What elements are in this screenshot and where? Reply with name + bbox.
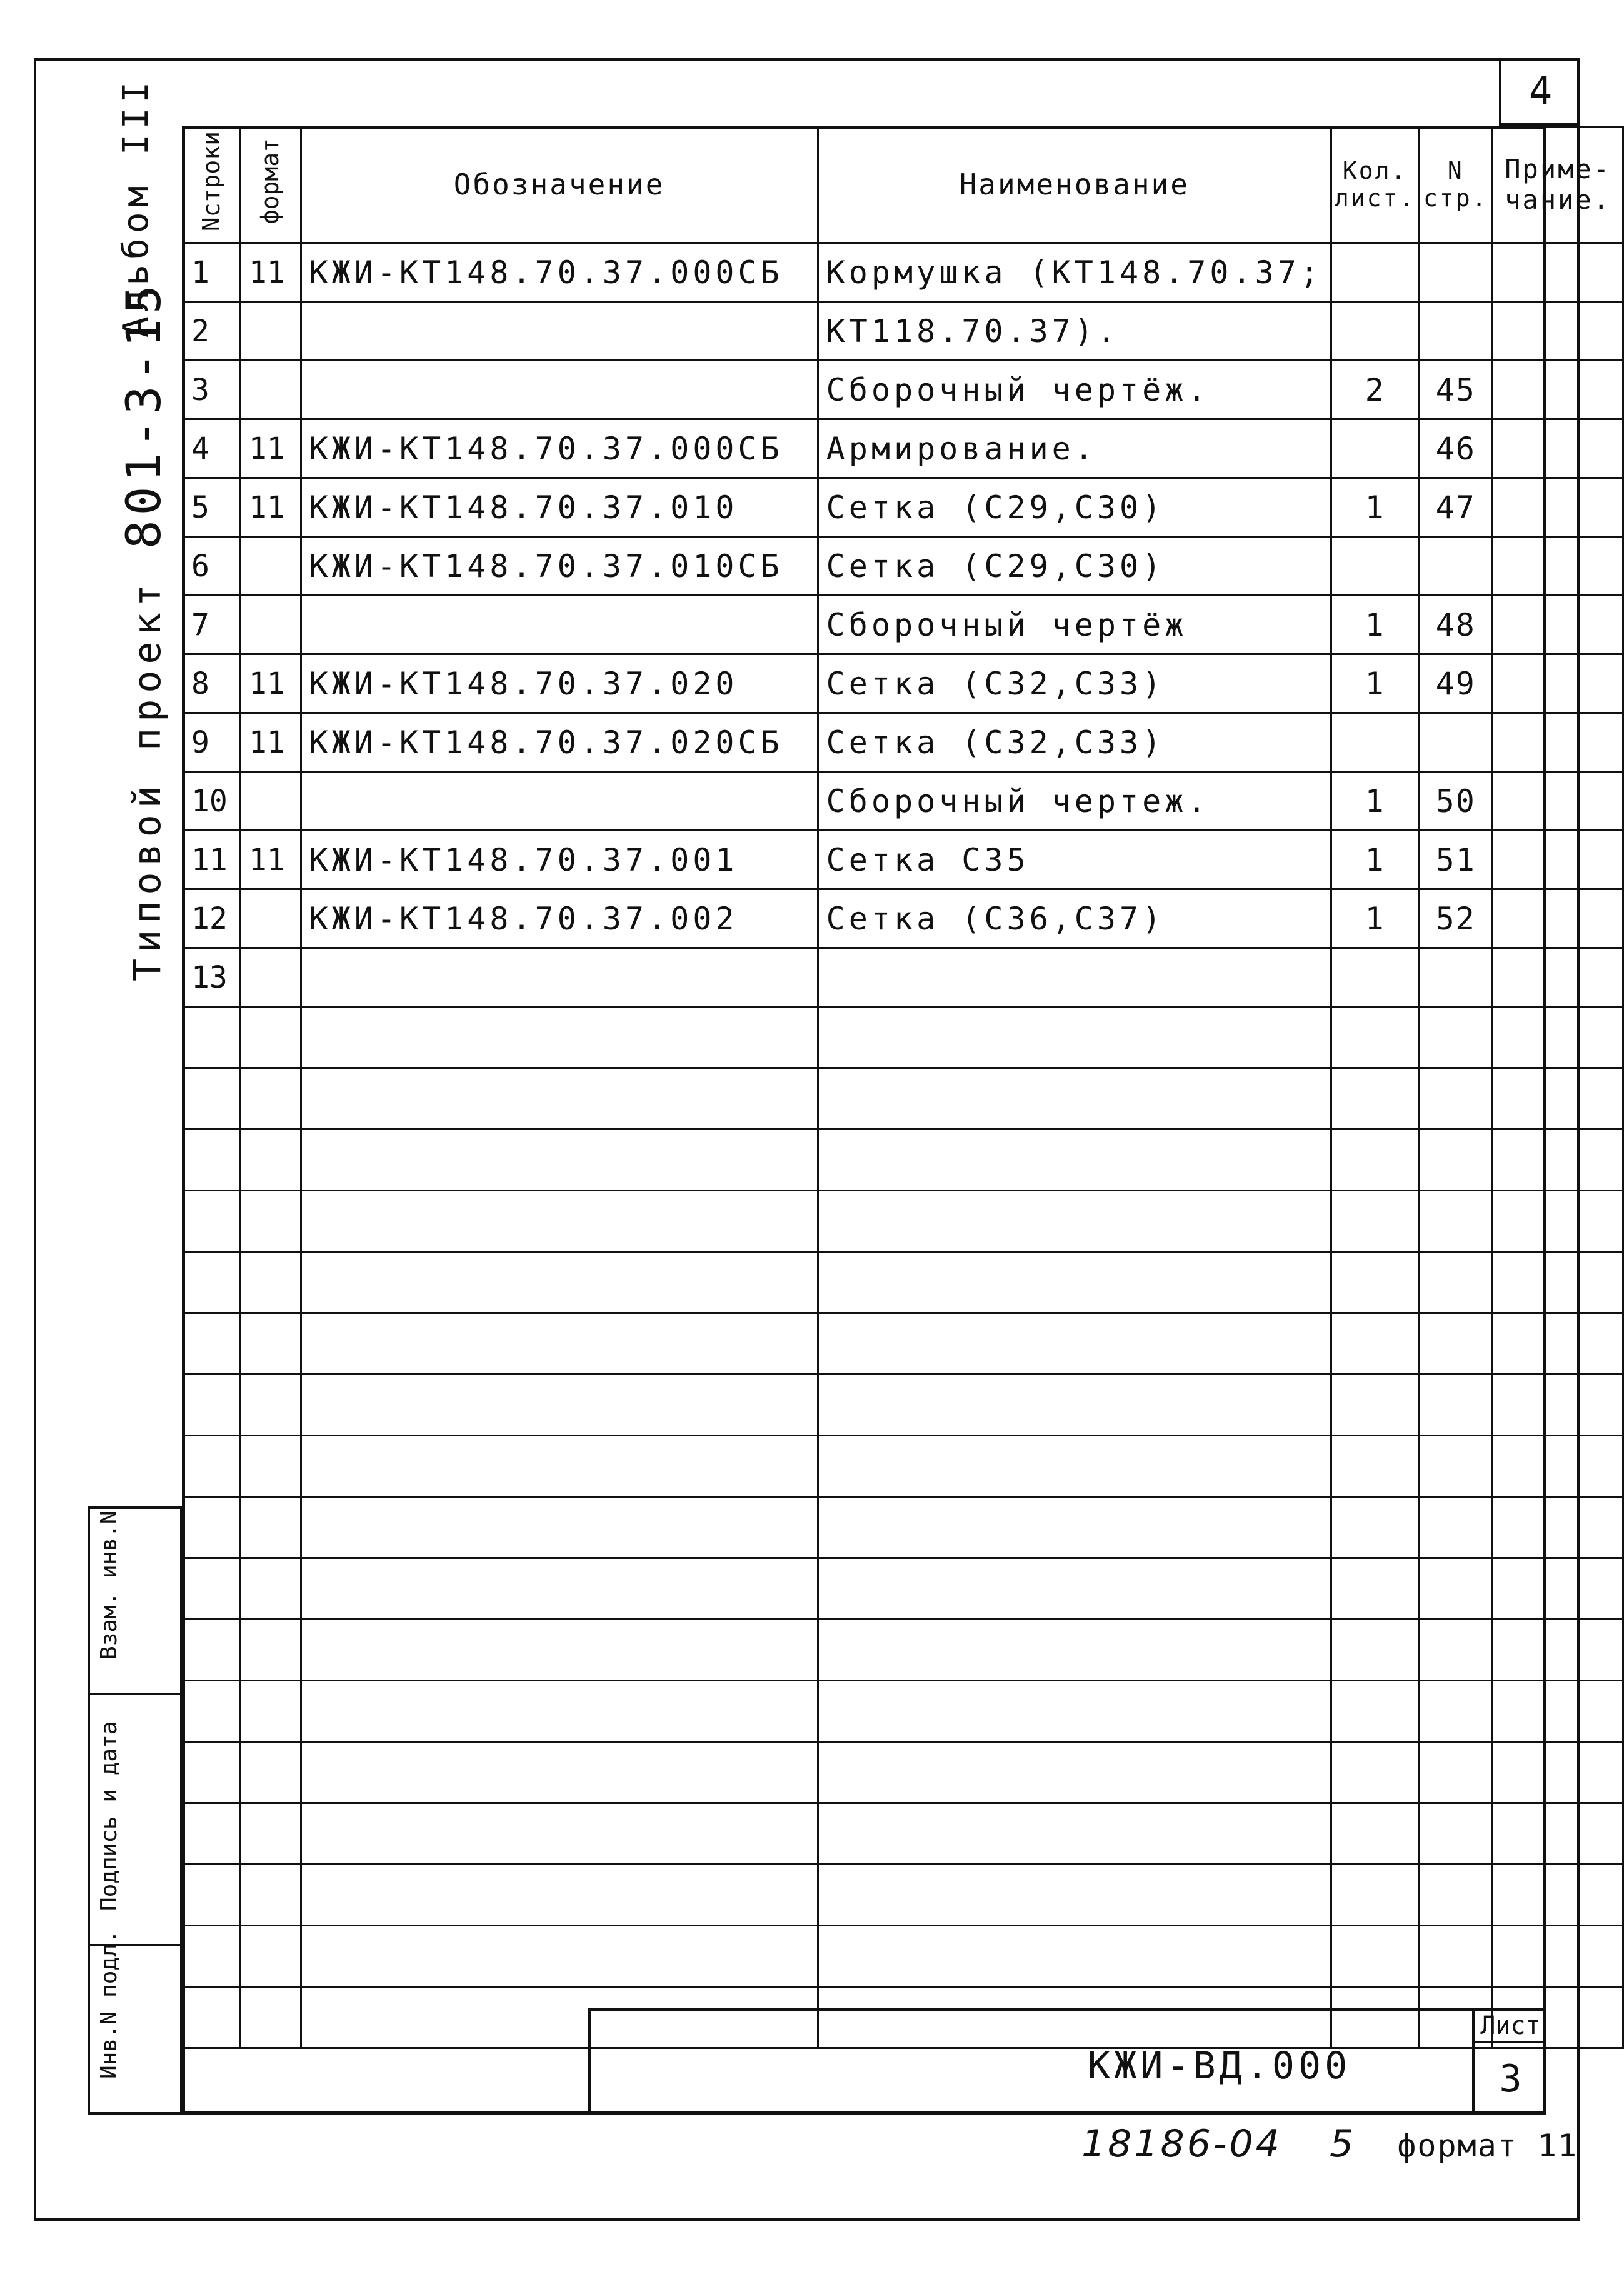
col-name: Наименование — [818, 127, 1331, 243]
row-sheets — [1331, 1742, 1418, 1803]
row-format — [240, 1620, 301, 1681]
table-row — [183, 1681, 1623, 1742]
row-number: 4 — [183, 419, 241, 478]
row-sheets: 1 — [1331, 596, 1418, 654]
row-name — [818, 948, 1331, 1007]
row-note — [1493, 419, 1623, 478]
row-note — [1493, 1742, 1623, 1803]
sheet-number: 3 — [1499, 2057, 1522, 2101]
row-format — [240, 1987, 301, 2048]
row-note — [1493, 654, 1623, 713]
row-name — [818, 1252, 1331, 1313]
row-format — [240, 1068, 301, 1129]
row-number: 13 — [183, 948, 241, 1007]
stamp-block — [88, 1506, 183, 2115]
row-page — [1419, 1926, 1493, 1987]
row-page — [1419, 1129, 1493, 1191]
row-page — [1419, 537, 1493, 596]
row-note — [1493, 1620, 1623, 1681]
row-number: 5 — [183, 478, 241, 537]
row-format — [240, 1865, 301, 1926]
row-number — [183, 1803, 241, 1865]
row-designation — [301, 1007, 818, 1068]
row-note — [1493, 478, 1623, 537]
row-designation — [301, 1558, 818, 1620]
table-row — [183, 1497, 1623, 1558]
row-page — [1419, 1252, 1493, 1313]
row-designation — [301, 1068, 818, 1129]
row-sheets: 1 — [1331, 654, 1418, 713]
row-sheets — [1331, 1436, 1418, 1497]
row-format — [240, 1313, 301, 1375]
row-page — [1419, 1436, 1493, 1497]
row-page — [1419, 302, 1493, 361]
row-name — [818, 1191, 1331, 1252]
row-page — [1419, 948, 1493, 1007]
row-number — [183, 1987, 241, 2048]
project-label — [116, 280, 171, 981]
row-sheets — [1331, 1558, 1418, 1620]
row-sheets: 1 — [1331, 889, 1418, 948]
row-name: Сетка (С32,С33) — [818, 713, 1331, 772]
row-note — [1493, 361, 1623, 419]
row-number: 2 — [183, 302, 241, 361]
row-number — [183, 1191, 241, 1252]
archive-number: 18186-04 — [1081, 2122, 1282, 2166]
row-name: Кормушка (КТ148.70.37; — [818, 243, 1331, 302]
row-page — [1419, 1497, 1493, 1558]
row-sheets — [1331, 1620, 1418, 1681]
table-row — [183, 1926, 1623, 1987]
row-format: 11 — [240, 831, 301, 889]
row-format: 11 — [240, 419, 301, 478]
row-format: 11 — [240, 243, 301, 302]
table-row — [183, 1620, 1623, 1681]
row-designation — [301, 1681, 818, 1742]
row-number: 3 — [183, 361, 241, 419]
row-designation — [301, 1436, 818, 1497]
row-format — [240, 1803, 301, 1865]
col-row-no: Nстроки — [183, 127, 241, 243]
row-name — [818, 1865, 1331, 1926]
table-row — [183, 948, 1623, 1007]
row-designation — [301, 1313, 818, 1375]
row-designation — [301, 1742, 818, 1803]
row-number — [183, 1497, 241, 1558]
row-number — [183, 1620, 241, 1681]
row-format — [240, 1497, 301, 1558]
row-note — [1493, 1681, 1623, 1742]
row-page — [1419, 1558, 1493, 1620]
page-number: 4 — [1499, 58, 1580, 126]
row-format — [240, 1558, 301, 1620]
row-name — [818, 1007, 1331, 1068]
row-format — [240, 1436, 301, 1497]
row-note — [1493, 1803, 1623, 1865]
stamp-signature-date: Подпись и дата — [90, 1695, 180, 1946]
row-designation — [301, 948, 818, 1007]
row-note — [1493, 1375, 1623, 1436]
row-sheets — [1331, 537, 1418, 596]
row-note — [1493, 1129, 1623, 1191]
table-row — [183, 1068, 1623, 1129]
table-row — [183, 537, 1623, 596]
row-sheets — [1331, 1926, 1418, 1987]
row-designation — [301, 361, 818, 419]
table-row — [183, 1313, 1623, 1375]
row-format — [240, 948, 301, 1007]
row-name — [818, 1742, 1331, 1803]
row-sheets — [1331, 1068, 1418, 1129]
row-designation: КЖИ-КТ148.70.37.010СБ — [301, 537, 818, 596]
row-page — [1419, 1681, 1493, 1742]
row-note — [1493, 1252, 1623, 1313]
row-sheets — [1331, 1681, 1418, 1742]
table-row — [183, 654, 1623, 713]
row-note — [1493, 831, 1623, 889]
row-page — [1419, 1007, 1493, 1068]
row-designation — [301, 772, 818, 831]
row-name — [818, 1681, 1331, 1742]
row-sheets: 1 — [1331, 478, 1418, 537]
row-format — [240, 596, 301, 654]
header-row — [183, 127, 1623, 243]
project-code: 801-3-15 — [116, 280, 171, 549]
row-sheets — [1331, 1313, 1418, 1375]
row-designation — [301, 596, 818, 654]
row-designation — [301, 1191, 818, 1252]
row-sheets — [1331, 1007, 1418, 1068]
row-name: Сетка (С32,С33) — [818, 654, 1331, 713]
row-format: 11 — [240, 478, 301, 537]
row-format — [240, 1129, 301, 1191]
table-row — [183, 1558, 1623, 1620]
row-number — [183, 1129, 241, 1191]
table-row — [183, 361, 1623, 419]
table-row — [183, 243, 1623, 302]
row-designation — [301, 1926, 818, 1987]
sheet-box — [1472, 2008, 1546, 2115]
table-row — [183, 596, 1623, 654]
row-number: 10 — [183, 772, 241, 831]
row-designation — [301, 1375, 818, 1436]
row-name: Сетка (С29,С30) — [818, 537, 1331, 596]
row-note — [1493, 889, 1623, 948]
row-note — [1493, 537, 1623, 596]
row-page: 50 — [1419, 772, 1493, 831]
col-page: N стр. — [1419, 127, 1493, 243]
row-note — [1493, 1068, 1623, 1129]
row-page: 51 — [1419, 831, 1493, 889]
row-sheets — [1331, 1252, 1418, 1313]
row-sheets — [1331, 1803, 1418, 1865]
row-number — [183, 1252, 241, 1313]
row-note — [1493, 243, 1623, 302]
row-number: 12 — [183, 889, 241, 948]
table-row — [183, 302, 1623, 361]
row-page — [1419, 1620, 1493, 1681]
row-format — [240, 1926, 301, 1987]
row-note — [1493, 1926, 1623, 1987]
sheet-label: Лист — [1475, 2008, 1546, 2043]
row-format: 11 — [240, 654, 301, 713]
row-name: КТ118.70.37). — [818, 302, 1331, 361]
footer — [1081, 2122, 1578, 2166]
row-note — [1493, 1436, 1623, 1497]
row-format — [240, 1007, 301, 1068]
row-name: Сборочный чертёж. — [818, 361, 1331, 419]
table-row — [183, 889, 1623, 948]
table-row — [183, 1375, 1623, 1436]
row-designation: КЖИ-КТ148.70.37.010 — [301, 478, 818, 537]
row-note — [1493, 1007, 1623, 1068]
row-sheets: 2 — [1331, 361, 1418, 419]
row-note — [1493, 1313, 1623, 1375]
table-row — [183, 1803, 1623, 1865]
row-number — [183, 1436, 241, 1497]
row-format — [240, 772, 301, 831]
row-format — [240, 1191, 301, 1252]
row-page: 47 — [1419, 478, 1493, 537]
row-note — [1493, 772, 1623, 831]
row-format — [240, 889, 301, 948]
row-name — [818, 1558, 1331, 1620]
table-row — [183, 831, 1623, 889]
row-sheets — [1331, 1191, 1418, 1252]
copy-number: 5 — [1330, 2122, 1356, 2166]
row-page: 45 — [1419, 361, 1493, 419]
row-designation — [301, 1803, 818, 1865]
row-page — [1419, 1375, 1493, 1436]
col-sheets: Кол. лист. — [1331, 127, 1418, 243]
row-name — [818, 1436, 1331, 1497]
row-note — [1493, 948, 1623, 1007]
row-number — [183, 1558, 241, 1620]
table-row — [183, 419, 1623, 478]
row-format — [240, 1742, 301, 1803]
row-designation — [301, 1620, 818, 1681]
row-number: 6 — [183, 537, 241, 596]
row-page — [1419, 1313, 1493, 1375]
row-designation — [301, 1865, 818, 1926]
table-row — [183, 1252, 1623, 1313]
row-number: 8 — [183, 654, 241, 713]
col-format: формат — [240, 127, 301, 243]
project-label-text: Типовой проект — [126, 578, 169, 981]
row-page — [1419, 1191, 1493, 1252]
row-designation: КЖИ-КТ148.70.37.001 — [301, 831, 818, 889]
row-page — [1419, 713, 1493, 772]
row-note — [1493, 1558, 1623, 1620]
row-number — [183, 1068, 241, 1129]
row-sheets — [1331, 1865, 1418, 1926]
row-note — [1493, 302, 1623, 361]
row-number — [183, 1007, 241, 1068]
row-note — [1493, 1497, 1623, 1558]
row-note — [1493, 1191, 1623, 1252]
row-sheets — [1331, 1497, 1418, 1558]
row-sheets — [1331, 302, 1418, 361]
table-row — [183, 1191, 1623, 1252]
row-designation — [301, 1252, 818, 1313]
row-sheets — [1331, 243, 1418, 302]
row-number: 1 — [183, 243, 241, 302]
row-name — [818, 1375, 1331, 1436]
row-note — [1493, 1865, 1623, 1926]
row-page: 49 — [1419, 654, 1493, 713]
table-row — [183, 1865, 1623, 1926]
row-sheets — [1331, 1129, 1418, 1191]
row-name — [818, 1620, 1331, 1681]
document-code: КЖИ-ВД.000 — [1088, 2044, 1351, 2088]
row-format — [240, 361, 301, 419]
row-number — [183, 1681, 241, 1742]
row-page — [1419, 1742, 1493, 1803]
col-note: Приме- чание. — [1493, 127, 1623, 243]
row-format — [240, 1375, 301, 1436]
row-format — [240, 1252, 301, 1313]
row-sheets — [1331, 419, 1418, 478]
row-designation — [301, 1129, 818, 1191]
table-row — [183, 478, 1623, 537]
row-designation — [301, 1497, 818, 1558]
stamp-inv-ref: Взам. инв.N — [90, 1509, 180, 1695]
row-name: Сборочный чертеж. — [818, 772, 1331, 831]
row-format — [240, 302, 301, 361]
row-number: 9 — [183, 713, 241, 772]
row-number — [183, 1375, 241, 1436]
table-row — [183, 1129, 1623, 1191]
row-designation: КЖИ-КТ148.70.37.020СБ — [301, 713, 818, 772]
album-label: Альбом III — [116, 76, 156, 338]
row-page — [1419, 243, 1493, 302]
row-number: 11 — [183, 831, 241, 889]
row-sheets: 1 — [1331, 831, 1418, 889]
row-format — [240, 537, 301, 596]
row-name — [818, 1068, 1331, 1129]
row-name — [818, 1803, 1331, 1865]
row-designation — [301, 302, 818, 361]
title-block — [588, 2008, 1546, 2115]
row-number — [183, 1742, 241, 1803]
table-row — [183, 713, 1623, 772]
row-designation: КЖИ-КТ148.70.37.002 — [301, 889, 818, 948]
row-name: Сборочный чертёж — [818, 596, 1331, 654]
row-sheets — [1331, 1375, 1418, 1436]
spec-table — [182, 126, 1624, 2049]
row-number: 7 — [183, 596, 241, 654]
row-page — [1419, 1068, 1493, 1129]
row-designation: КЖИ-КТ148.70.37.000СБ — [301, 419, 818, 478]
row-name — [818, 1129, 1331, 1191]
format-label: формат 11 — [1397, 2128, 1578, 2164]
row-page: 52 — [1419, 889, 1493, 948]
row-page: 48 — [1419, 596, 1493, 654]
row-sheets: 1 — [1331, 772, 1418, 831]
row-page — [1419, 1803, 1493, 1865]
row-note — [1493, 713, 1623, 772]
table-row — [183, 1007, 1623, 1068]
row-name — [818, 1926, 1331, 1987]
col-designation: Обозначение — [301, 127, 818, 243]
stamp-inv-orig: Инв.N подл. — [96, 1930, 122, 2079]
row-number — [183, 1865, 241, 1926]
row-number — [183, 1313, 241, 1375]
table-row — [183, 1436, 1623, 1497]
row-note — [1493, 596, 1623, 654]
row-number — [183, 1926, 241, 1987]
row-page — [1419, 1865, 1493, 1926]
table-row — [183, 1742, 1623, 1803]
row-format — [240, 1681, 301, 1742]
row-page: 46 — [1419, 419, 1493, 478]
table-row — [183, 772, 1623, 831]
row-sheets — [1331, 713, 1418, 772]
row-name — [818, 1497, 1331, 1558]
row-name: Сетка (С29,С30) — [818, 478, 1331, 537]
row-name: Сетка С35 — [818, 831, 1331, 889]
row-designation: КЖИ-КТ148.70.37.020 — [301, 654, 818, 713]
row-name: Армирование. — [818, 419, 1331, 478]
row-name — [818, 1313, 1331, 1375]
row-name: Сетка (С36,С37) — [818, 889, 1331, 948]
row-format: 11 — [240, 713, 301, 772]
row-designation: КЖИ-КТ148.70.37.000СБ — [301, 243, 818, 302]
row-sheets — [1331, 948, 1418, 1007]
